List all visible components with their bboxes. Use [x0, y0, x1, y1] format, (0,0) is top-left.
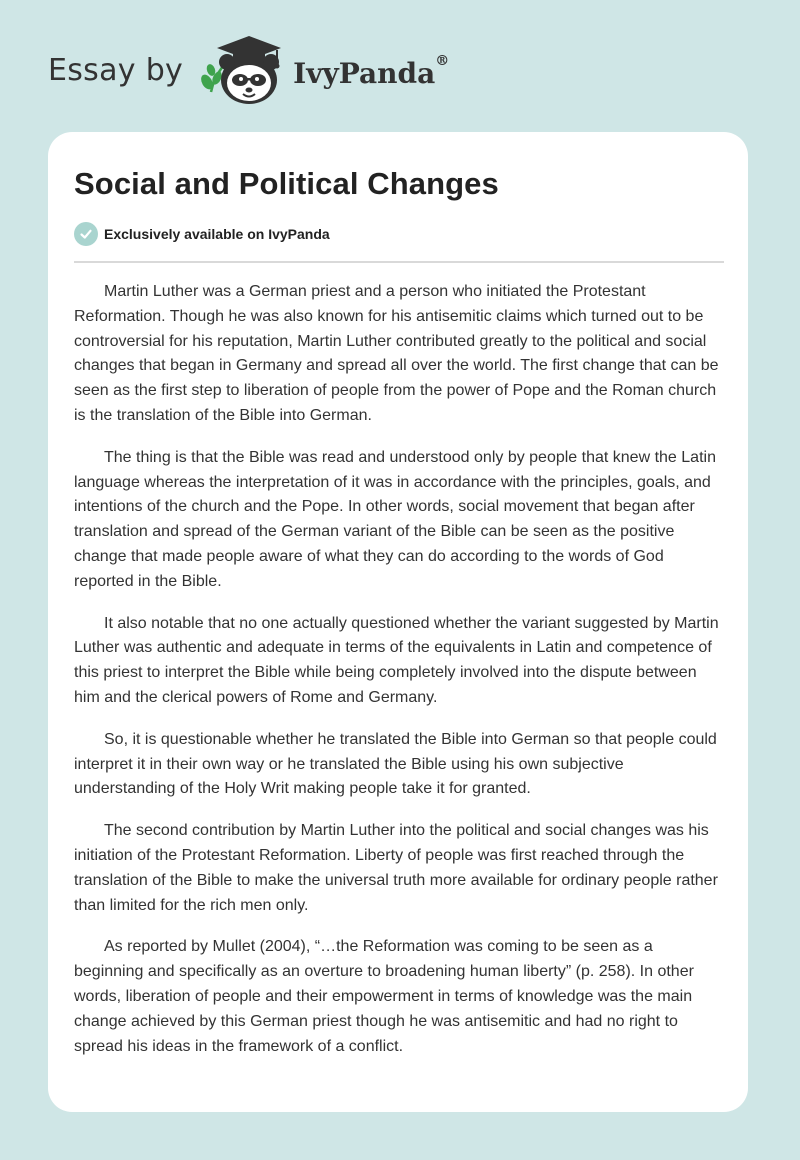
paragraph: The second contribution by Martin Luther into the political and social changes was his initiation of the Protestant Reformation. Liberty of people was first reached through the translation of the Bible to make the universal truth more available for ordinary people rather than limited for the rich men only.	[74, 822, 718, 914]
checkmark-icon	[74, 222, 98, 246]
paragraph: The thing is that the Bible was read and understood only by people that knew the Latin language whereas the interpretation of it was in accordance with the principles, goals, and intentions of the church and the Pope. In other words, social movement that began after translation and spread of the German variant of the Bible can be seen as the positive change that made people aware of what they can do according to the words of God reported in the Bible.	[74, 448, 716, 590]
panda-logo-icon[interactable]	[197, 30, 289, 110]
title-divider	[74, 261, 724, 263]
paragraph: As reported by Mullet (2004), “…the Reformation was coming to be seen as a beginning and specifically as an overture to broadening human liberty” (p. 258). In other words, liberation of people and their empowerment in terms of knowledge was the main change achieved by this German priest though he was antisemitic and had no right to spread his ideas in the framework of a conflict.	[74, 938, 694, 1055]
site-header	[48, 30, 449, 110]
brand-name[interactable]	[293, 52, 450, 90]
essay-by-label: Essay by	[48, 52, 184, 88]
brand-name-text: IvyPanda	[293, 56, 436, 90]
paragraph: It also notable that no one actually questioned whether the variant suggested by Martin Luther was authentic and adequate in terms of the equivalents in Latin and competence of this priest to interpret the Bible while being completely involved into the dispute between him and the clerical powers of Rome and Germany.	[74, 614, 719, 706]
essay-title: Social and Political Changes	[74, 166, 499, 201]
essay-body	[74, 280, 726, 1076]
paragraph: So, it is questionable whether he translated the Bible into German so that people could interpret it in their own way or he translated the Bible using his own subjective understanding of the Holy Writ making people take it for granted.	[74, 730, 717, 798]
essay-card	[48, 132, 748, 1112]
registered-mark: ®	[435, 52, 450, 69]
exclusive-badge	[74, 222, 330, 246]
paragraph: Martin Luther was a German priest and a person who initiated the Protestant Reformation. Though he was also known for his antisemitic claims which turned out to be controversial for his reputation, Martin Luther contributed greatly to the political and social changes that began in Germany and spread all over the world. The first change that can be seen as the first step to liberation of people from the power of Pope and the Roman church is the translation of the Bible into German.	[74, 283, 719, 424]
exclusive-badge-label: Exclusively available on IvyPanda	[104, 226, 330, 242]
